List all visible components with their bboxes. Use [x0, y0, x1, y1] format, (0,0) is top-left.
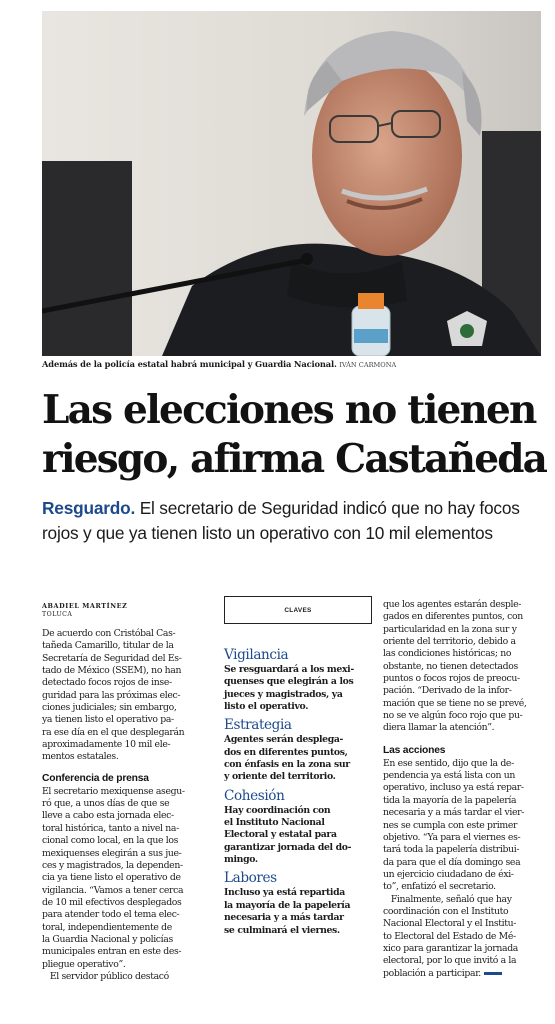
text-line: ró que, a unos días de que se	[42, 798, 170, 810]
deck-kicker: Resguardo.	[42, 498, 136, 518]
text-line: diera llamar la atención”.	[383, 722, 495, 734]
photo-credit: IVÁN CARMONA	[339, 361, 397, 369]
text-line: electoral, por lo que invitó a la	[383, 955, 517, 967]
last-line	[383, 968, 548, 980]
text-line: to”, enfatizó el secretario.	[383, 881, 496, 893]
text-line: particularidad en la zona sur y	[383, 623, 517, 635]
text-line: El secretario mexiquense asegu-	[42, 785, 185, 797]
text-line: Finalmente, señaló que hay	[383, 893, 512, 905]
text-line: no se ve algún foco rojo que pu-	[383, 710, 523, 722]
text-line: xico para garantizar la jornada	[383, 942, 518, 954]
text-line: pendencia ya está lista con un	[383, 770, 515, 782]
text-line: pliegue operativo”.	[42, 958, 126, 970]
text-line: detectado focos rojos de inse-	[42, 677, 172, 689]
text-line: el Instituto Nacional	[224, 817, 325, 829]
text-line: mación que se tiene no se prevé,	[383, 697, 527, 709]
text-line: quenses que elegirán a los	[224, 676, 354, 688]
text-line: Electoral y estatal para	[224, 829, 337, 841]
text-line: población a participar.	[383, 967, 481, 979]
text-line: jueces y magistrados, ya	[224, 688, 343, 700]
column1-body	[42, 786, 210, 984]
text-line: mentos estatales.	[42, 751, 119, 763]
text-line: guridad para las próximas elec-	[42, 689, 181, 701]
clave-title-cohesion: Cohesión	[224, 787, 285, 804]
text-line: operativo, incluso ya está repar-	[383, 782, 524, 794]
text-line: to Electoral del Estado de Mé-	[383, 930, 516, 942]
column3-body	[383, 758, 548, 980]
text-line: En ese sentido, dijo que la de-	[383, 757, 514, 769]
text-line: da para que el día domingo sea	[383, 856, 521, 868]
text-line: de 10 mil efectivos desplegados	[42, 896, 182, 908]
text-line: y oriente del territorio.	[224, 771, 336, 783]
photo-caption	[42, 359, 541, 369]
portrait-illustration	[42, 11, 541, 356]
text-line: tará toda la papelería distribui-	[383, 844, 520, 856]
text-line: con énfasis en la zona sur	[224, 759, 350, 771]
text-line: vigilancia. “Vamos a tener cerca	[42, 884, 184, 896]
text-line: un ejercicio ciudadano de éxi-	[383, 868, 514, 880]
text-line: dos en diferentes puntos,	[224, 746, 348, 758]
text-line: Agentes serán desplega-	[224, 734, 344, 746]
text-line: Nacional Electoral y el Institu-	[383, 918, 517, 930]
text-line: coordinación con el Instituto	[383, 905, 509, 917]
claves-label: CLAVES	[224, 596, 372, 624]
text-line: Incluso ya está repartida	[224, 887, 345, 899]
text-line: garantizar jornada del do-	[224, 841, 352, 853]
text-line: la mayoría de la papelería	[224, 899, 351, 911]
text-line: tado de México (SSEM), no han	[42, 665, 182, 677]
headline	[42, 386, 552, 484]
column3-top	[383, 599, 548, 735]
text-line: se culminará el viernes.	[224, 924, 340, 936]
text-line: De acuerdo con Cristóbal Cas-	[42, 628, 176, 639]
clave-title-estrategia: Estrategia	[224, 717, 292, 734]
text-line: necesaria y a más tardar el vier-	[383, 807, 525, 819]
subhead-acciones: Las acciones	[383, 744, 446, 756]
caption-text: Además de la policía estatal habrá municipal y Guardia Nacional.	[42, 359, 337, 369]
text-line: puntos o focos rojos de preocu-	[383, 673, 520, 685]
text-line: ces y magistrados, la dependen-	[42, 859, 183, 871]
text-line: nes se cumpla con este primer	[383, 819, 518, 831]
text-line: ya tienen listo el operativo pa-	[42, 714, 174, 726]
article-column-3	[383, 599, 548, 980]
text-line: aproximadamente 10 mil ele-	[42, 739, 171, 751]
text-line: gados en diferentes puntos, con	[383, 611, 523, 623]
text-line: la Guardia Nacional y policías	[42, 933, 173, 945]
end-of-article-mark	[484, 972, 502, 975]
text-line: para atender todo el tema elec-	[42, 909, 180, 921]
headline-line-2: riesgo, afirma Castañeda	[42, 436, 547, 482]
text-line: tida la mayoría de la papelería	[383, 794, 517, 806]
clave-title-vigilancia: Vigilancia	[224, 647, 289, 663]
subhead-conferencia: Conferencia de prensa	[42, 772, 149, 784]
headline-line-1: Las elecciones no tienen	[42, 387, 536, 433]
column1-intro	[42, 628, 210, 764]
text-line: Secretaría de Seguridad del Es-	[42, 652, 182, 664]
text-line: mingo.	[224, 854, 258, 866]
byline-place: TOLUCA	[42, 611, 73, 618]
text-line: ra ese día en el que desplegarán	[42, 726, 185, 738]
text-line: obstante, no tienen detectados	[383, 660, 518, 672]
claves-column	[224, 647, 374, 937]
deck-text: El secretario de Seguridad indicó que no hay focos rojos y que ya tienen listo un operativo con 10 mil elementos	[42, 498, 520, 543]
text-line: necesaria y a más tardar	[224, 912, 344, 924]
article-photo	[42, 11, 541, 356]
text-line: cional como local, en la que los	[42, 835, 179, 847]
text-line: Se resguardará a los mexi-	[224, 664, 354, 675]
text-line: Hay coordinación con	[224, 804, 331, 816]
text-line: las condiciones históricas; no	[383, 648, 512, 660]
text-line: que los agentes estarán desple-	[383, 599, 522, 610]
text-line: oriente del territorio, debido a	[383, 636, 516, 648]
text-line: mexiquenses elegirán a sus jue-	[42, 847, 182, 859]
text-line: toral, independientemente de	[42, 921, 172, 933]
text-line: municipales entran en este des-	[42, 946, 182, 958]
text-line: lleve a cabo esta jornada elec-	[42, 810, 174, 822]
text-line: pación. “Derivado de la infor-	[383, 685, 512, 697]
text-line: tañeda Camarillo, titular de la	[42, 640, 174, 652]
article-column-1	[42, 628, 210, 983]
text-line: objetivo. “Ya para el viernes es-	[383, 831, 521, 843]
text-line: listo el operativo.	[224, 701, 309, 713]
text-line: El servidor público destacó	[42, 970, 169, 982]
text-line: cia ya tiene listo el operativo de	[42, 872, 181, 884]
text-line: toral histórica, tanto a nivel na-	[42, 822, 179, 834]
byline-author: ABADIEL MARTÍNEZ	[42, 602, 128, 610]
clave-title-labores: Labores	[224, 870, 277, 887]
text-line: ciones judiciales; sin embargo,	[42, 702, 177, 714]
deck	[42, 496, 547, 546]
